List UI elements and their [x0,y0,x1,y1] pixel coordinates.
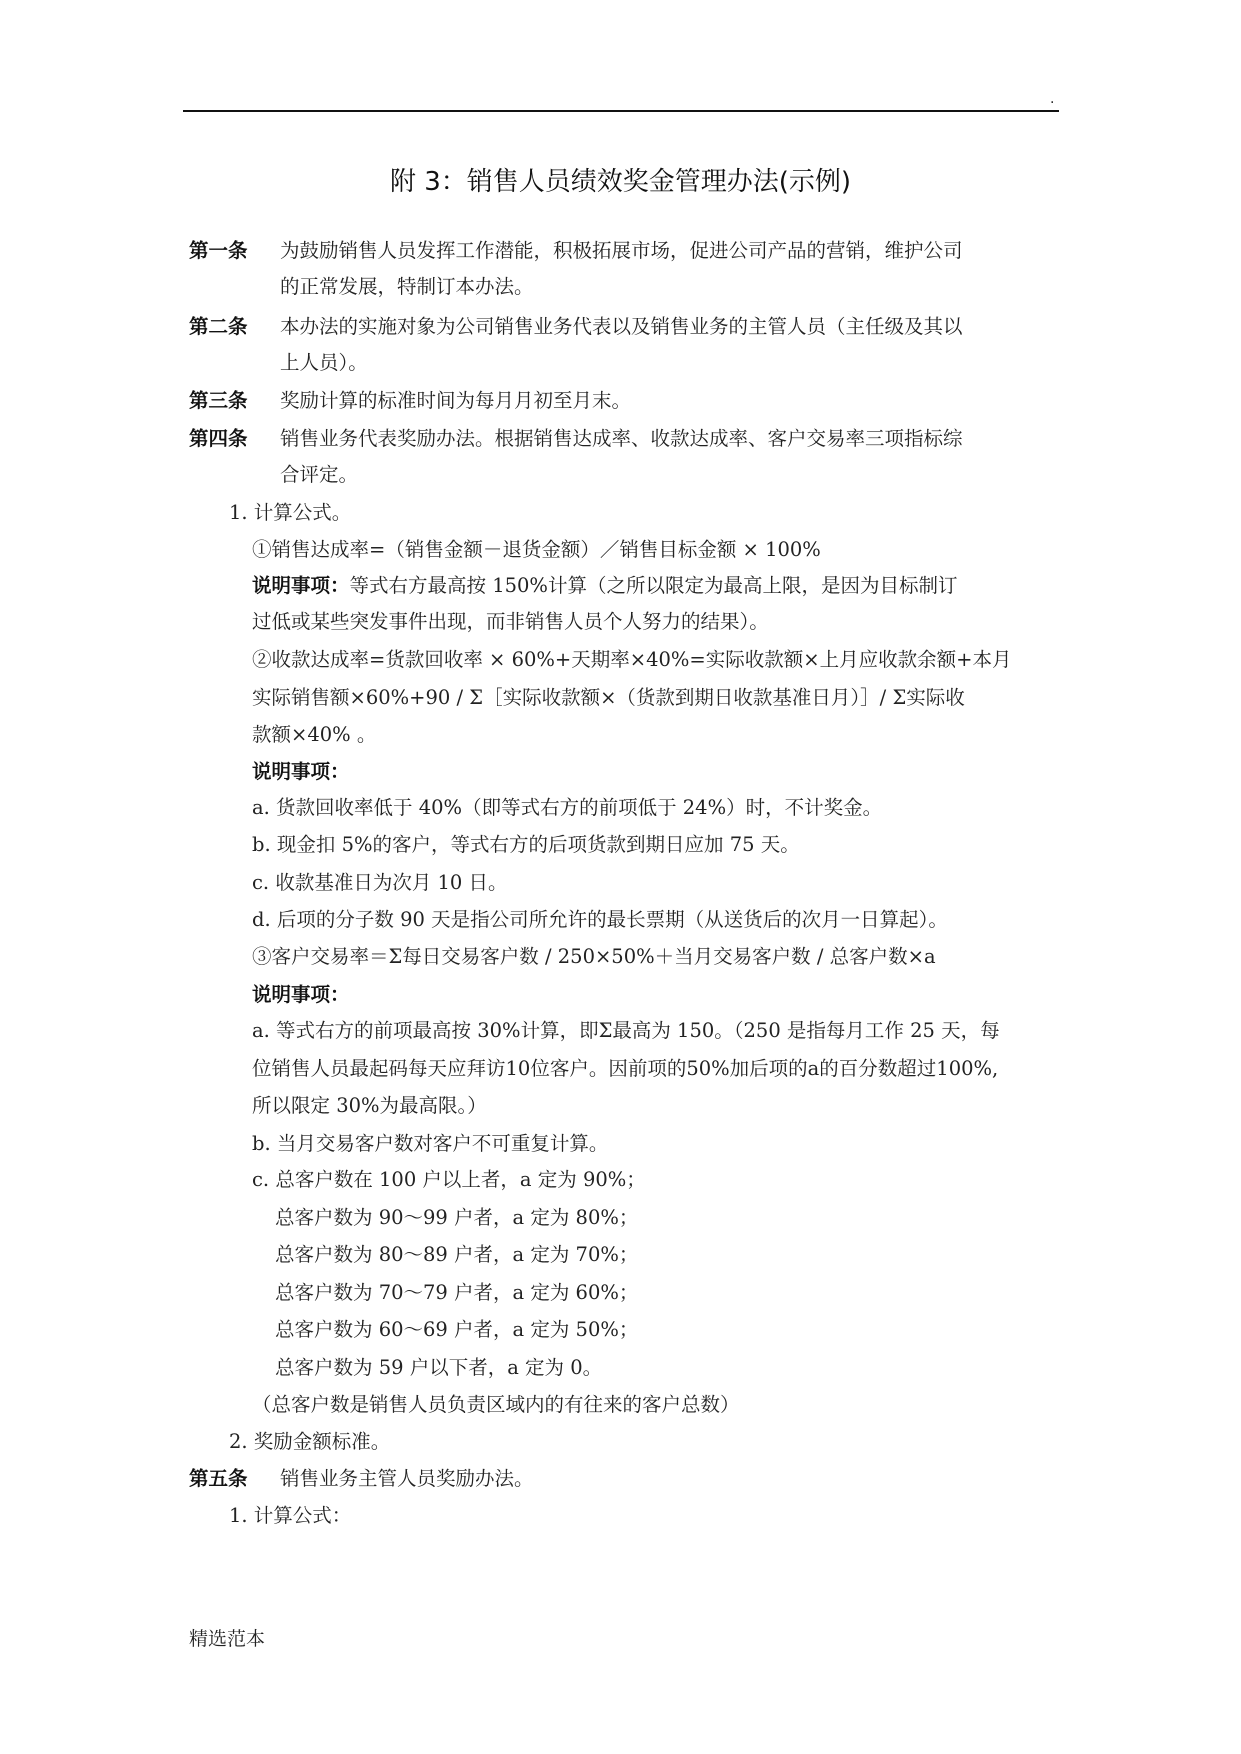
article-2-text: 本办法的实施对象为公司销售业务代表以及销售业务的主管人员（主任级及其以 [280,315,963,338]
article-5-label: 第五条 [189,1467,248,1490]
note-3-label: 说明事项： [252,983,350,1006]
list-item: 1. 计算公式： [229,1504,352,1527]
list-item-cont: 所以限定 30%为最高限。） [252,1094,487,1117]
page-title: 附 3：销售人员绩效奖金管理办法(示例) [389,167,852,197]
tier-row: 总客户数为 70～79 户者，a 定为 60%； [275,1281,639,1304]
note-2-label: 说明事项： [252,760,350,783]
formula-sales-rate: ①销售达成率=（销售金额－退货金额）／销售目标金额 × 100% [252,538,821,561]
list-item: b. 现金扣 5%的客户，等式右方的后项货款到期日应加 75 天。 [252,833,800,856]
tier-row: 总客户数为 60～69 户者，a 定为 50%； [275,1318,639,1341]
article-4-label: 第四条 [189,427,248,450]
article-1-text: 为鼓励销售人员发挥工作潜能，积极拓展市场，促进公司产品的营销，维护公司 [280,239,963,262]
list-item: a. 等式右方的前项最高按 30%计算，即Σ最高为 150。（250 是指每月工作 25 天，每 [252,1019,1000,1042]
article-4-text-cont: 合评定。 [280,463,359,486]
article-3-text: 奖励计算的标准时间为每月月初至月末。 [280,389,632,412]
note-1-cont: 过低或某些突发事件出现，而非销售人员个人努力的结果）。 [252,610,769,633]
list-item-cont: 位销售人员最起码每天应拜访10位客户。因前项的50%加后项的a的百分数超过100%, [252,1057,999,1080]
header-mark: . [1050,91,1055,107]
list-item: 2. 奖励金额标准。 [229,1430,391,1453]
article-4-text: 销售业务代表奖励办法。根据销售达成率、收款达成率、客户交易率三项指标综 [280,427,963,450]
header-rule [183,110,1059,112]
tier-row: 总客户数为 59 户以下者，a 定为 0。 [275,1356,603,1379]
formula-customer-rate: ③客户交易率＝Σ每日交易客户数 / 250×50%＋当月交易客户数 / 总客户数×a [252,945,936,968]
list-item: c. 收款基准日为次月 10 日。 [252,871,508,894]
article-2-label: 第二条 [189,315,248,338]
tier-row: 总客户数为 90～99 户者，a 定为 80%； [275,1206,639,1229]
tier-row: 总客户数为 80～89 户者，a 定为 70%； [275,1243,639,1266]
article-1-text-cont: 的正常发展，特制订本办法。 [280,275,534,298]
list-item: b. 当月交易客户数对客户不可重复计算。 [252,1132,609,1155]
page-footer: 精选范本 [189,1628,266,1650]
list-item: c. 总客户数在 100 户以上者，a 定为 90%； [252,1168,646,1191]
article-1-label: 第一条 [189,239,248,262]
article-5-text: 销售业务主管人员奖励办法。 [280,1467,534,1490]
formula-collection-rate-cont: 实际销售额×60%+90 / Σ［实际收款额×（货款到期日收款基准日月）］/ Σ实际收 [252,686,965,709]
formula-collection-rate-end: 款额×40% 。 [252,723,377,746]
formula-collection-rate: ②收款达成率=货款回收率 × 60%+天期率×40%=实际收款额×上月应收款余额+本月 [252,648,1012,671]
list-item: d. 后项的分子数 90 天是指公司所允许的最长票期（从送货后的次月一日算起）。 [252,908,948,931]
article-2-text-cont: 上人员）。 [280,351,368,374]
tier-note: （总客户数是销售人员负责区域内的有往来的客户总数） [252,1393,740,1416]
article-3-label: 第三条 [189,389,248,412]
list-item: a. 货款回收率低于 40%（即等式右方的前项低于 24%）时，不计奖金。 [252,796,883,819]
list-item: 1. 计算公式。 [229,501,352,524]
note-1: 说明事项：等式右方最高按 150%计算（之所以限定为最高上限，是因为目标制订 [252,574,958,597]
